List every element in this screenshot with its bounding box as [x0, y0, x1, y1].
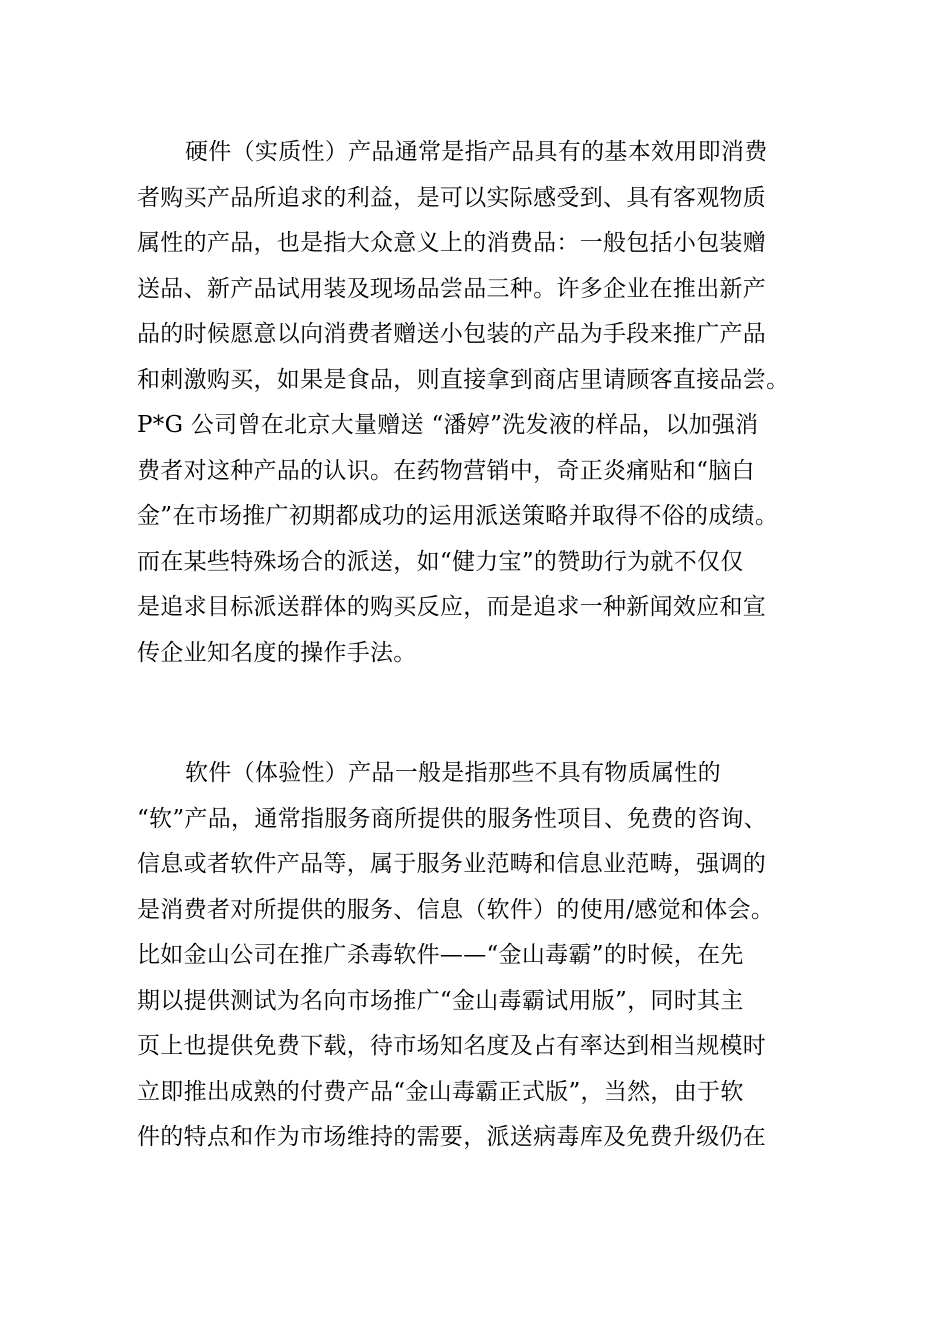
text-line: 传企业知名度的操作手法。 [137, 639, 417, 666]
text-line: 信息或者软件产品等，属于服务业范畴和信息业范畴，强调的 [137, 851, 767, 877]
paragraph-software-products [137, 751, 837, 1161]
text-line: 是消费者对所提供的服务、信息（软件）的使用/感觉和体会。 [137, 896, 775, 923]
text-line: P*G 公司曾在北京大量赠送 “潘婷”洗发液的样品，以加强消 [137, 412, 759, 438]
text-line: “软”产品，通常指服务商所提供的服务性项目、免费的咨询、 [137, 805, 767, 832]
text-line: 比如金山公司在推广杀毒软件——“金山毒霸”的时候，在先 [137, 942, 744, 968]
text-line: 费者对这种产品的认识。在药物营销中，奇正炎痛贴和“脑白 [137, 457, 755, 484]
text-line: 属性的产品，也是指大众意义上的消费品：一般包括小包装赠 [137, 230, 767, 256]
text-line: 件的特点和作为市场维持的需要，派送病毒库及免费升级仍在 [137, 1124, 767, 1150]
text-line: 硬件（实质性）产品通常是指产品具有的基本效用即消费 [185, 139, 768, 165]
text-line: 软件（体验性）产品一般是指那些不具有物质属性的 [185, 760, 721, 786]
text-line: 金”在市场推广初期都成功的运用派送策略并取得不俗的成绩。 [137, 503, 779, 529]
text-line: 是追求目标派送群体的购买反应，而是追求一种新闻效应和宣 [137, 594, 767, 620]
text-line: 和刺激购买，如果是食品，则直接拿到商店里请顾客直接品尝。 [137, 366, 790, 393]
text-line: 品的时候愿意以向消费者赠送小包装的产品为手段来推广产品 [137, 321, 767, 347]
text-line: 页上也提供免费下载，待市场知名度及占有率达到相当规模时 [137, 1033, 767, 1059]
text-line: 送品、新产品试用装及现场品尝品三种。许多企业在推出新产 [137, 275, 767, 302]
text-line: 而在某些特殊场合的派送，如“健力宝”的赞助行为就不仅仅 [137, 548, 744, 575]
text-line: 期以提供测试为名向市场推广“金山毒霸试用版”，同时其主 [137, 987, 744, 1014]
paragraph-hardware-products [137, 130, 837, 676]
text-line: 者购买产品所追求的利益，是可以实际感受到、具有客观物质 [137, 184, 767, 211]
text-line: 立即推出成熟的付费产品“金山毒霸正式版”，当然，由于软 [137, 1078, 744, 1105]
